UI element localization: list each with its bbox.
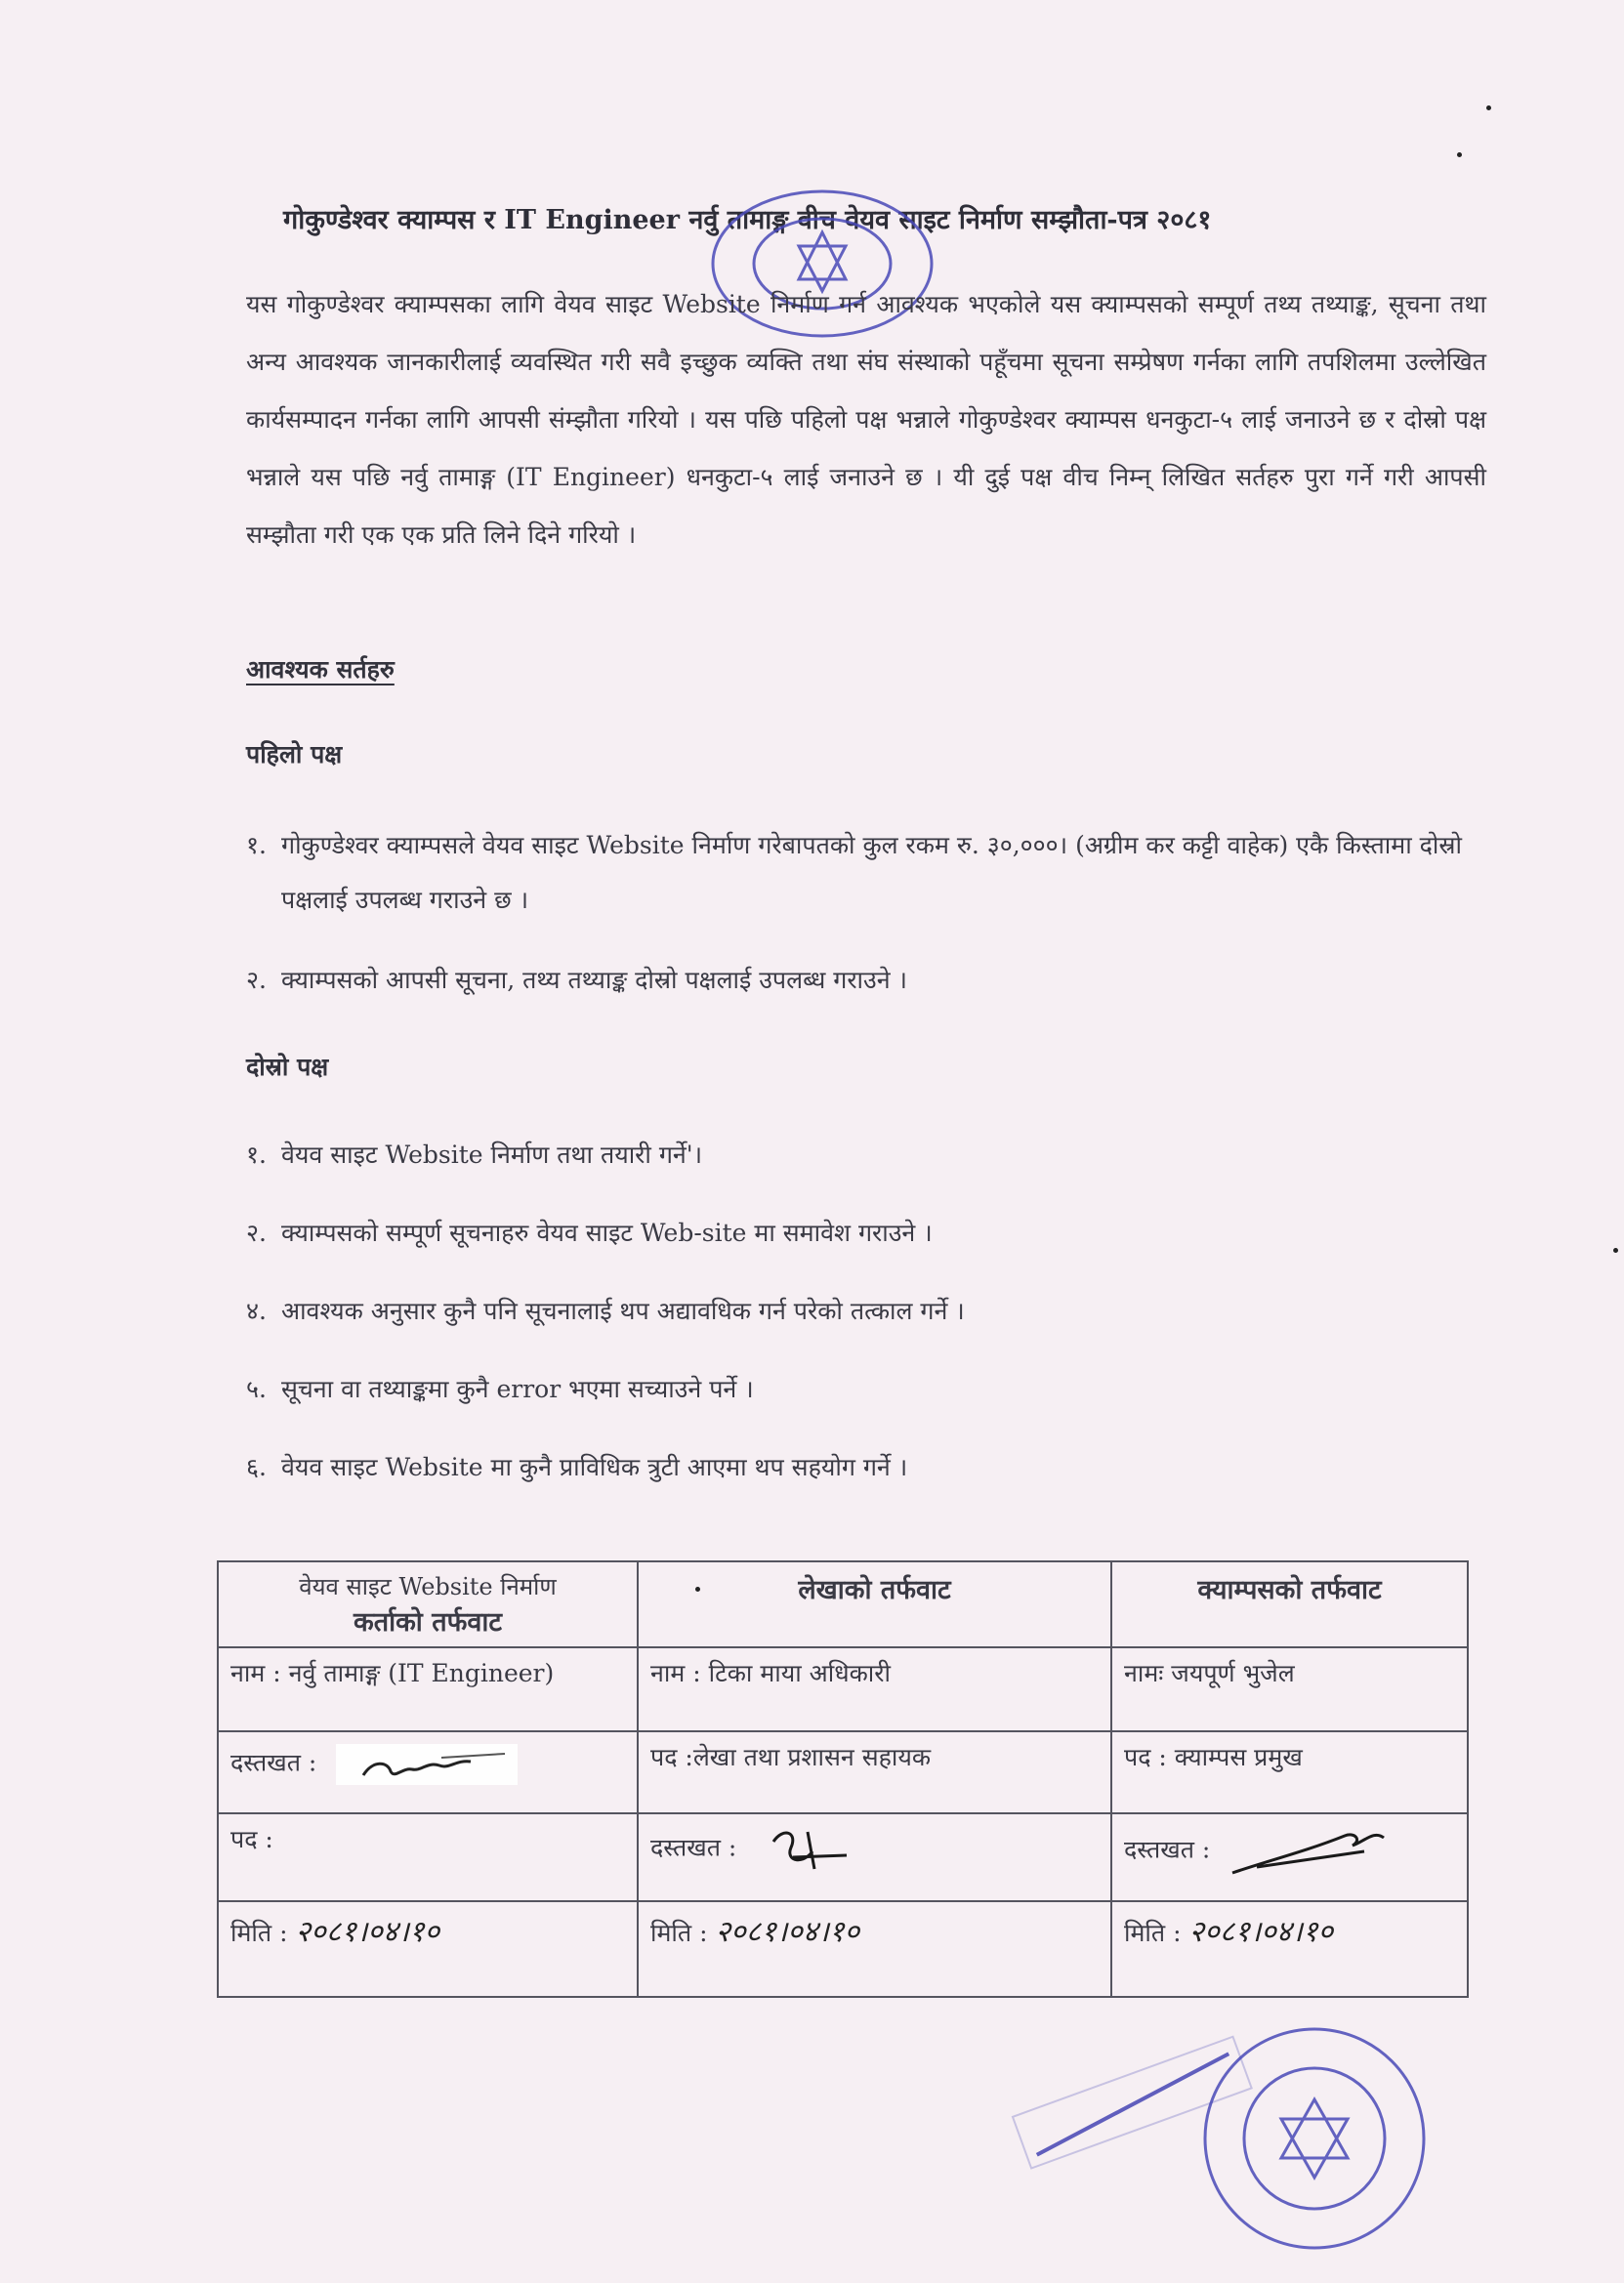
item-number: १. — [246, 831, 267, 859]
accounts-signature-label: दस्तखत : — [650, 1833, 737, 1862]
speck — [695, 1587, 700, 1592]
campus-signature-label: दस्तखत : — [1124, 1835, 1211, 1864]
header-builder — [218, 1561, 638, 1647]
accounts-post: पद :लेखा तथा प्रशासन सहायक — [638, 1731, 1111, 1813]
builder-post: पद : — [218, 1813, 638, 1901]
accounts-name: नाम : टिका माया अधिकारी — [638, 1647, 1111, 1731]
builder-name: नाम : नर्वु तामाङ्ग (IT Engineer) — [218, 1647, 638, 1731]
item-number: १. — [246, 1141, 267, 1169]
campus-name: नामः जयपूर्ण भुजेल — [1111, 1647, 1468, 1731]
document-title: गोकुण्डेश्वर क्याम्पस र IT Engineer नर्वु तामाङ्ग वीच वेयव साइट निर्माण सम्झौता-पत्र २०८१ — [283, 205, 1212, 235]
campus-date-cell — [1111, 1901, 1468, 1997]
campus-date-label: मिति : — [1124, 1919, 1182, 1947]
accounts-date: २०८१।०४।१० — [715, 1915, 860, 1949]
list-item — [246, 1128, 1467, 1183]
item-number: ५. — [246, 1375, 267, 1403]
table-row — [218, 1901, 1468, 1997]
item-text: वेयव साइट Website मा कुनै प्राविधिक त्रुटी आएमा थप सहयोग गर्ने । — [281, 1453, 908, 1481]
header-campus: क्याम्पसको तर्फवाट — [1111, 1561, 1468, 1647]
item-number: २. — [246, 1219, 267, 1247]
list-item — [246, 1206, 1467, 1261]
table-row — [218, 1561, 1468, 1647]
builder-date: २०८१।०४।१० — [295, 1915, 440, 1949]
builder-date-cell — [218, 1901, 638, 1997]
item-text: सूचना वा तथ्याङ्कमा कुनै error भएमा सच्याउने पर्ने । — [281, 1375, 754, 1403]
item-text: आवश्यक अनुसार कुनै पनि सूचनालाई थप अद्यावधिक गर्न परेको तत्काल गर्ने । — [281, 1297, 965, 1325]
accounts-date-label: मिति : — [650, 1919, 708, 1947]
header-accounts: लेखाको तर्फवाट — [638, 1561, 1111, 1647]
accounts-date-cell — [638, 1901, 1111, 1997]
campus-signature — [1228, 1822, 1394, 1881]
signature-table — [217, 1560, 1469, 1998]
intro-paragraph: यस गोकुण्डेश्वर क्याम्पसका लागि वेयव साइट Website निर्माण गर्न आवश्यक भएकोले यस क्याम्पसको सम्पूर्ण तथ्य तथ्याङ्क, सूचना तथा अन्य आवश्यक जानकारीलाई व्यवस्थित गरी सवै इच्छुक व्यक्ति तथा संघ संस्थाको पहूँचमा सूचना सम्प्रेषण गर्नका लागि तपशिलमा उल्लेखित कार्यसम्पादन गर्नका लागि आपसी संम्झौता गरियो । यस पछि पहिलो पक्ष भन्नाले गोकुण्डेश्वर क्याम्पस धनकुटा-५ लाई जनाउने छ र दोस्रो पक्ष भन्नाले यस पछि नर्वु तामाङ्ग (IT Engineer) धनकुटा-५ लाई जनाउने छ । यी दुई पक्ष वीच निम्न् लिखित सर्तहरु पुरा गर्ने गरी आपसी सम्झौता गरी एक एक प्रति लिने दिने गरियो । — [246, 290, 1486, 549]
item-number: ४. — [246, 1297, 267, 1325]
second-party-heading: दोस्रो पक्ष — [246, 1053, 329, 1081]
item-text: क्याम्पसको सम्पूर्ण सूचनाहरु वेयव साइट Web-site मा समावेश गराउने । — [281, 1219, 933, 1247]
campus-signature-cell — [1111, 1813, 1468, 1901]
list-item — [246, 1362, 1467, 1417]
item-number: ६. — [246, 1453, 267, 1481]
list-item — [246, 1440, 1467, 1495]
conditions-heading: आवश्यक सर्तहरु — [246, 655, 395, 684]
item-text: क्याम्पसको आपसी सूचना, तथ्य तथ्याङ्क दोस्रो पक्षलाई उपलब्ध गराउने । — [281, 966, 908, 994]
builder-date-label: मिति : — [230, 1919, 288, 1947]
table-row — [218, 1647, 1468, 1731]
speck — [1613, 1248, 1618, 1253]
item-text: गोकुण्डेश्वर क्याम्पसले वेयव साइट Website निर्माण गरेबापतको कुल रकम रु. ३०,०००। (अग्रीम कर कट्टी वाहेक) एकै किस्तामा दोस्रो पक्षलाई उपलब्ध गराउने छ । — [281, 831, 1463, 914]
second-party-list — [246, 1128, 1467, 1518]
campus-post: पद : क्याम्पस प्रमुख — [1111, 1731, 1468, 1813]
header-builder-line1: वेयव साइट Website निर्माण — [299, 1573, 557, 1600]
first-party-list — [246, 818, 1467, 1033]
builder-signature-label: दस्तखत : — [230, 1748, 317, 1777]
speck — [1486, 105, 1491, 110]
list-item — [246, 1284, 1467, 1339]
builder-signature-cell — [218, 1731, 638, 1813]
builder-signature — [334, 1740, 520, 1789]
header-builder-line2: कर्ताको तर्फवाट — [353, 1607, 503, 1638]
first-party-heading: पहिलो पक्ष — [246, 740, 343, 768]
item-number: २. — [246, 966, 267, 994]
list-item — [246, 818, 1467, 928]
campus-date: २०८१।०४।१० — [1188, 1915, 1334, 1949]
item-text: वेयव साइट Website निर्माण तथा तयारी गर्ने'। — [281, 1141, 703, 1169]
campus-seal-bottom — [1199, 2023, 1430, 2254]
list-item — [246, 953, 1467, 1008]
table-row — [218, 1731, 1468, 1813]
speck — [1457, 152, 1462, 157]
accounts-signature — [754, 1822, 871, 1877]
accounts-signature-cell — [638, 1813, 1111, 1901]
table-row — [218, 1813, 1468, 1901]
